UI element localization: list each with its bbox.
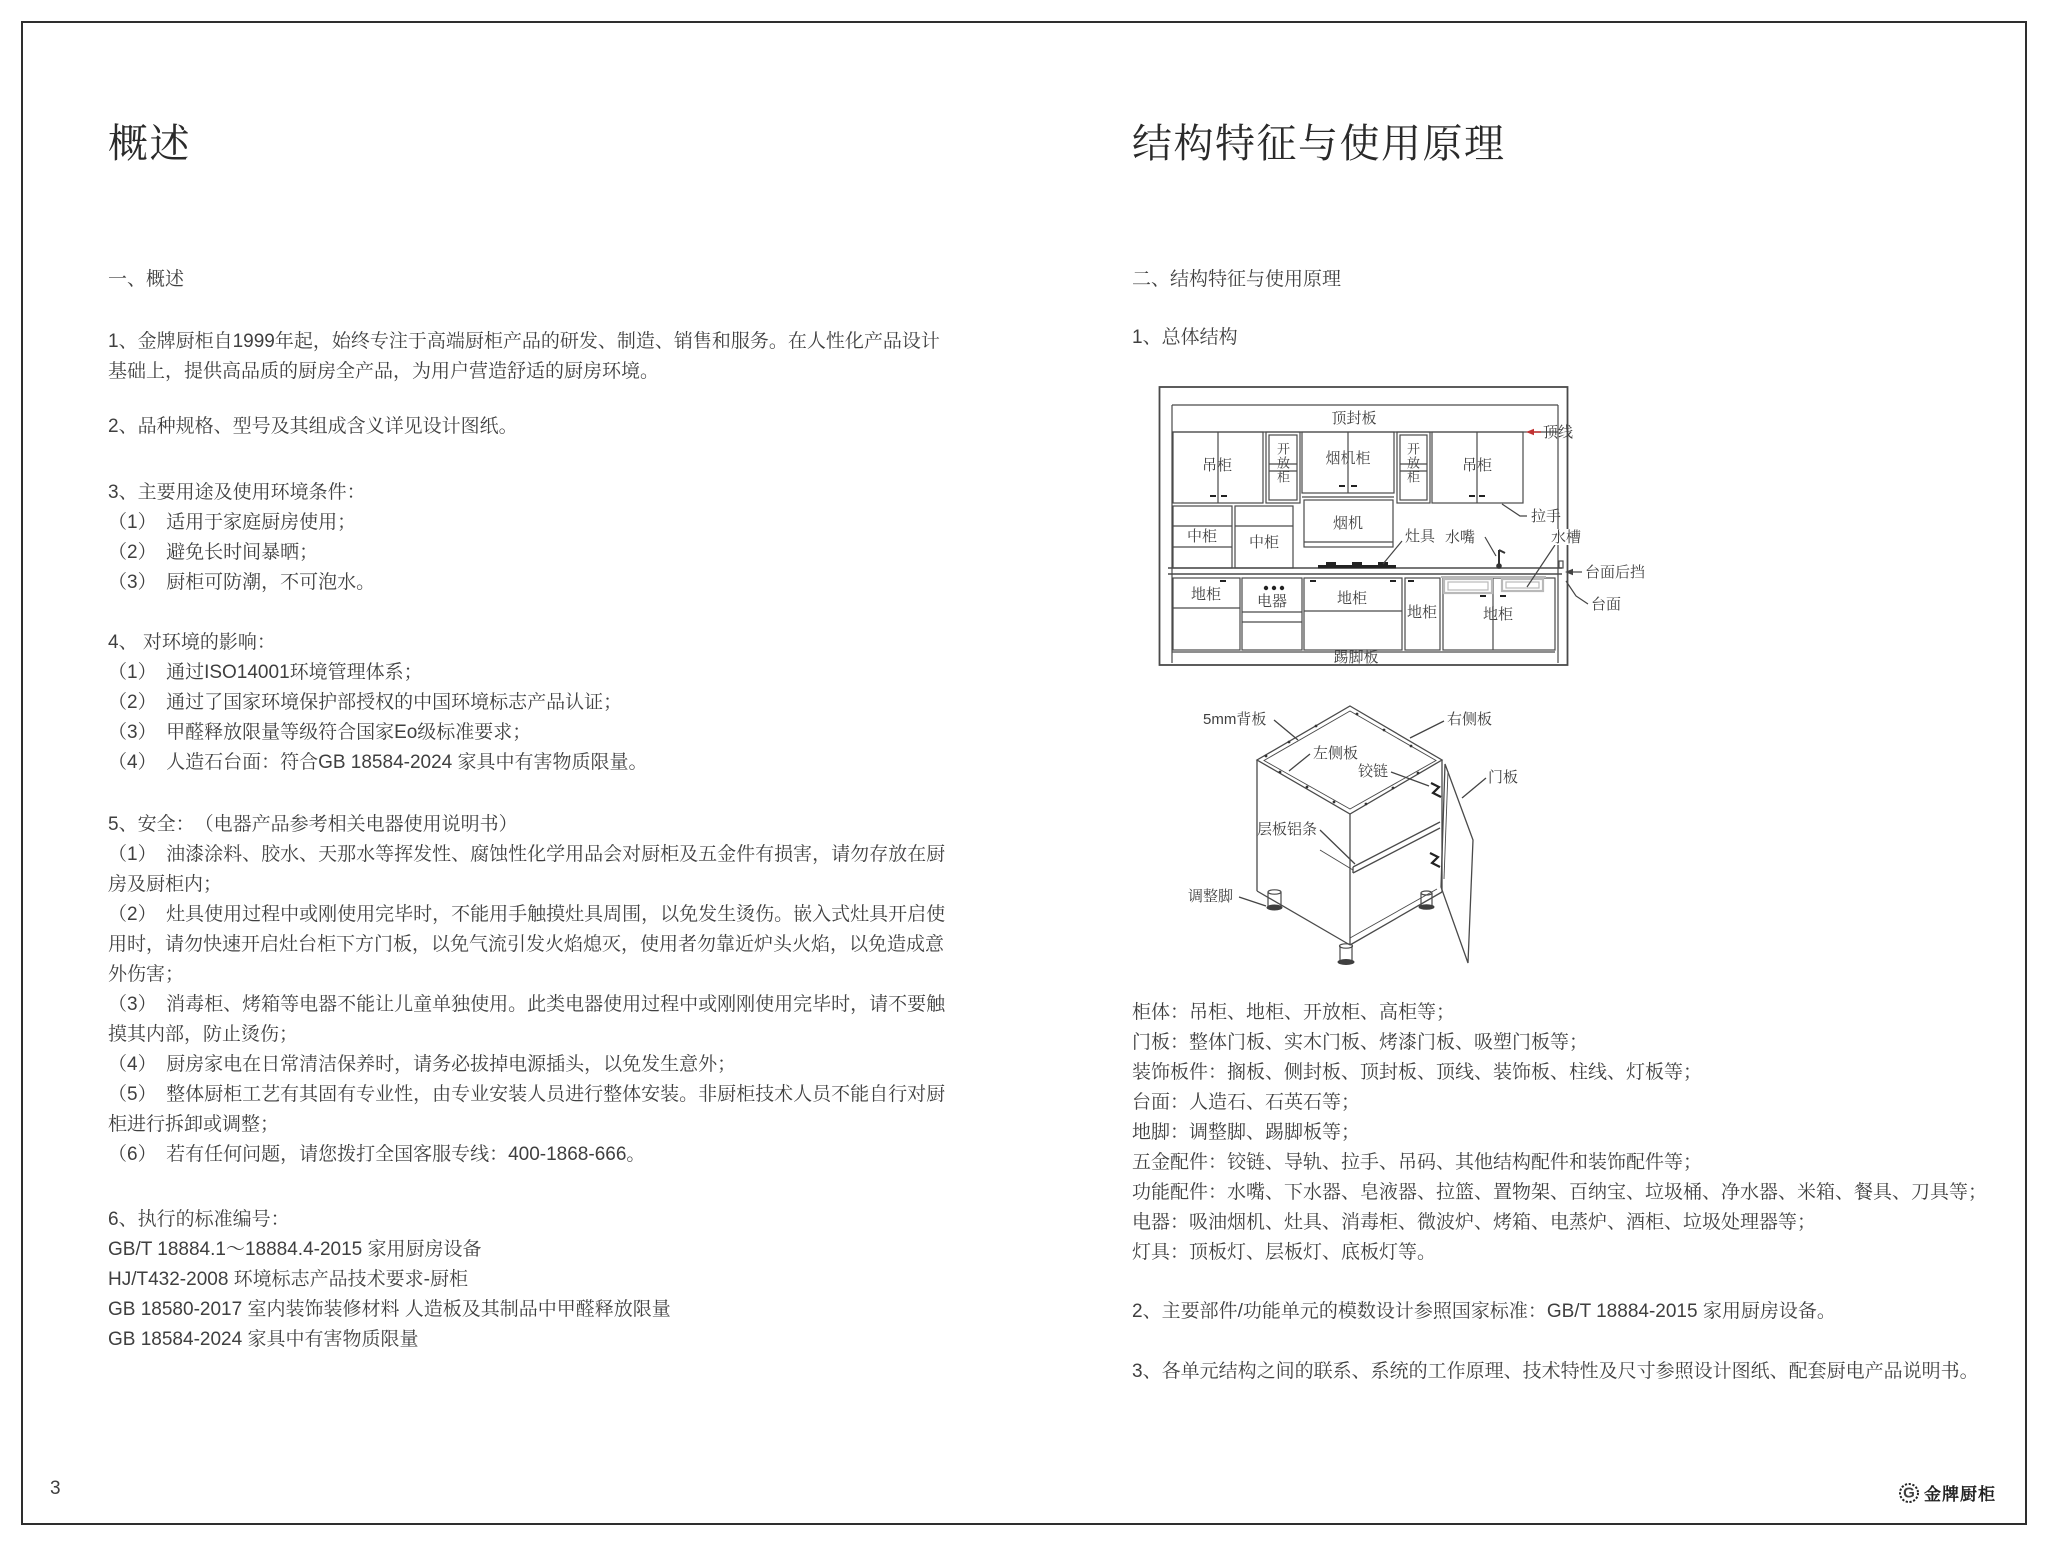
page-title-overview: 概述 [108,122,191,166]
label-wall-cabinet: 吊柜 [1461,457,1493,474]
standard-line: HJ/T432-2008 环境标志产品技术要求-厨柜 [108,1269,469,1290]
list-item: （4） 厨房家电在日常清洁保养时，请务必拔掉电源插头，以免发生意外； [108,1054,737,1075]
list-item: （2） 灶具使用过程中或刚使用完毕时，不能用手触摸灶具周围，以免发生烫伤。嵌入式灶具开启使用时，请勿快速开启灶台柜下方门板，以免气流引发火焰熄灭，使用者勿靠近炉头火焰，以免造成意外伤害； [108,904,946,985]
list-item: （5） 整体厨柜工艺有其固有专业性，由专业安装人员进行整体安装。非厨柜技术人员不能自行对厨柜进行拆卸或调整； [108,1084,946,1135]
list-item: （1） 通过ISO14001环境管理体系； [108,662,423,683]
section-standards-heading: 6、执行的标准编号： [108,1209,290,1230]
standard-line: GB/T 18884.1～18884.4-2015 家用厨房设备 [108,1239,482,1260]
list-item: （3） 甲醛释放限量等级符合国家Eo级标准要求； [108,722,532,743]
label-right-panel: 右侧板 [1447,711,1493,728]
label-sink: 水槽 [1551,529,1582,546]
topline-arrow [1526,429,1541,435]
label-stove: 灶具 [1405,528,1436,545]
list-item: （1） 油漆涂料、胶水、天那水等挥发性、腐蚀性化学用品会对厨柜及五金件有损害，请勿存放在厨房及厨柜内； [108,844,946,895]
label-base-cabinet: 地柜 [1482,606,1514,623]
label-back-panel: 5mm背板 [1203,711,1267,728]
para-modular-design: 2、主要部件/功能单元的模数设计参照国家标准：GB/T 18884-2015 家用厨房设备。 [1132,1301,1836,1322]
list-item: （1） 适用于家庭厨房使用； [108,512,357,533]
label-base-cabinet: 地柜 [1336,590,1368,607]
label-appliance: 电器 [1256,593,1288,610]
list-item: （2） 避免长时间暴晒； [108,542,319,563]
para-unit-relations: 3、各单元结构之间的联系、系统的工作原理、技术特性及尺寸参照设计图纸、配套厨电产品说明书。 [1132,1361,1979,1382]
label-kickboard: 踢脚板 [1333,649,1379,666]
label-door-panel: 门板 [1488,769,1519,786]
label-handle: 拉手 [1531,508,1562,525]
label-counter: 台面 [1591,596,1622,613]
section-safety [108,810,956,1170]
label-wall-cabinet: 吊柜 [1201,457,1233,474]
label-counter-back: 台面后挡 [1585,564,1646,581]
page-number: 3 [50,1478,61,1499]
list-item: （3） 消毒柜、烤箱等电器不能让儿童单独使用。此类电器使用过程中或刚刚使用完毕时，请不要触摸其内部，防止烫伤； [108,994,946,1045]
label-hood: 烟机 [1332,515,1364,532]
subheading-overall-structure: 1、总体结构 [1132,327,1238,348]
para-spec: 2、品种规格、型号及其组成含义详见设计图纸。 [108,416,518,437]
component-line: 五金配件：铰链、导轨、拉手、吊码、其他结构配件和装饰配件等； [1132,1152,1703,1173]
label-open-cabinet: 开放柜 [1275,442,1290,484]
page-title-structure: 结构特征与使用原理 [1132,122,1506,166]
label-base-cabinet: 地柜 [1406,604,1438,621]
components-list [1132,998,1994,1268]
brand-g-icon [1898,1482,1920,1504]
label-left-panel: 左侧板 [1313,745,1359,762]
component-line: 柜体：吊柜、地柜、开放柜、高柜等； [1132,1002,1456,1023]
section-standards [108,1205,956,1355]
standard-line: GB 18584-2024 家具中有害物质限量 [108,1329,419,1350]
label-mid-cabinet: 中柜 [1248,534,1280,551]
component-line: 装饰板件：搁板、侧封板、顶封板、顶线、装饰板、柱线、灯板等； [1132,1062,1703,1083]
svg-text:G: G [1903,1484,1915,1501]
para-company: 1、金牌厨柜自1999年起，始终专注于高端厨柜产品的研发、制造、销售和服务。在人性化产品设计基础上，提供高品质的厨房全产品，为用户营造舒适的厨房环境。 [108,331,940,382]
label-adjustable-feet: 调整脚 [1188,888,1234,905]
label-mid-cabinet: 中柜 [1186,528,1218,545]
label-hood-cabinet: 烟机柜 [1325,450,1371,467]
faucet-shape [1496,550,1505,569]
leader-lines [1239,720,1486,906]
kitchen-elevation-diagram [1158,384,1673,668]
standard-line: GB 18580-2017 室内装饰装修材料 人造板及其制品中甲醛释放限量 [108,1299,671,1320]
section-safety-heading: 5、安全： （电器产品参考相关电器使用说明书） [108,814,518,835]
section-environment [108,628,956,778]
label-top-line: 顶线 [1543,424,1574,441]
label-open-cabinet: 开放柜 [1405,442,1420,484]
heading-structure: 二、结构特征与使用原理 [1132,269,1342,290]
brand-logo [1898,1480,1996,1505]
list-item: （3） 厨柜可防潮，不可泡水。 [108,572,376,593]
section-usage [108,478,956,598]
label-top-board: 顶封板 [1331,410,1377,427]
brand-name: 金牌厨柜 [1924,1485,1996,1504]
heading-overview: 一、概述 [108,269,185,290]
list-item: （6） 若有任何问题，请您拨打全国客服专线：400-1868-666。 [108,1144,646,1165]
list-item: （4） 人造石台面：符合GB 18584-2024 家具中有害物质限量。 [108,752,648,773]
component-line: 灯具：顶板灯、层板灯、底板灯等。 [1132,1242,1437,1263]
component-line: 门板：整体门板、实木门板、烤漆门板、吸塑门板等； [1132,1032,1589,1053]
component-line: 电器：吸油烟机、灶具、消毒柜、微波炉、烤箱、电蒸炉、酒柜、垃圾处理器等； [1132,1212,1817,1233]
component-line: 台面：人造石、石英石等； [1132,1092,1361,1113]
component-line: 地脚：调整脚、踢脚板等； [1132,1122,1361,1143]
list-item: （2） 通过了国家环境保护部授权的中国环境标志产品认证； [108,692,623,713]
cooktop-shape [1318,565,1396,569]
section-usage-heading: 3、主要用途及使用环境条件： [108,482,366,503]
section-environment-heading: 4、 对环境的影响： [108,632,276,653]
label-base-cabinet: 地柜 [1190,586,1222,603]
component-line: 功能配件：水嘴、下水器、皂液器、拉篮、置物架、百纳宝、垃圾桶、净水器、米箱、餐具、刀具等； [1132,1182,1988,1203]
label-shelf-strip: 层板铝条 [1257,821,1318,838]
label-faucet: 水嘴 [1445,529,1476,546]
label-hinge: 铰链 [1358,763,1389,780]
base-cabinet-3d-diagram [1150,680,1535,980]
